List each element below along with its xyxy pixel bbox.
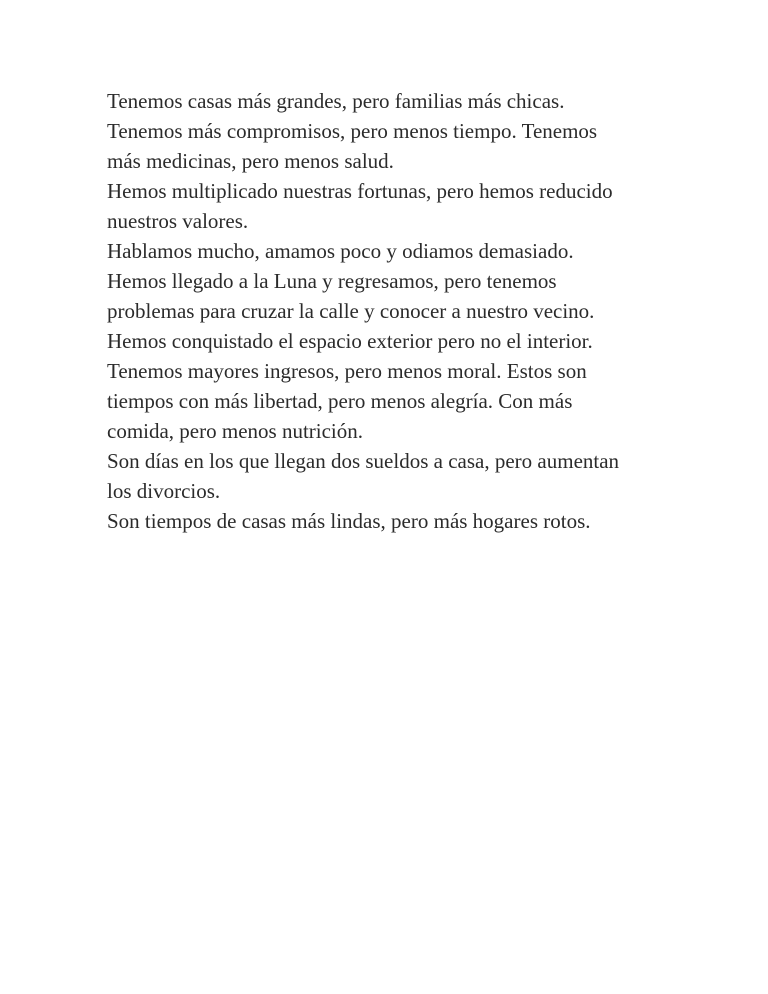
paragraph-9: Son tiempos de casas más lindas, pero más hogares rotos. bbox=[107, 509, 591, 533]
paragraph-7: Tenemos mayores ingresos, pero menos moral. Estos son tiempos con más libertad, pero menos alegría. Con más comida, pero menos nutrición. bbox=[107, 359, 587, 443]
paragraph-5: Hemos llegado a la Luna y regresamos, pero tenemos problemas para cruzar la calle y conocer a nuestro vecino. bbox=[107, 269, 595, 323]
paragraph-6: Hemos conquistado el espacio exterior pero no el interior. bbox=[107, 329, 593, 353]
paragraph-2: Tenemos más compromisos, pero menos tiempo. Tenemos más medicinas, pero menos salud. bbox=[107, 119, 598, 173]
paragraph-3: Hemos multiplicado nuestras fortunas, pero hemos reducido nuestros valores. bbox=[107, 179, 613, 233]
paragraph-8: Son días en los que llegan dos sueldos a casa, pero aumentan los divorcios. bbox=[107, 449, 620, 503]
paragraph-1: Tenemos casas más grandes, pero familias más chicas. bbox=[107, 89, 565, 113]
document-text-block bbox=[107, 86, 677, 536]
paragraph-4: Hablamos mucho, amamos poco y odiamos demasiado. bbox=[107, 239, 574, 263]
